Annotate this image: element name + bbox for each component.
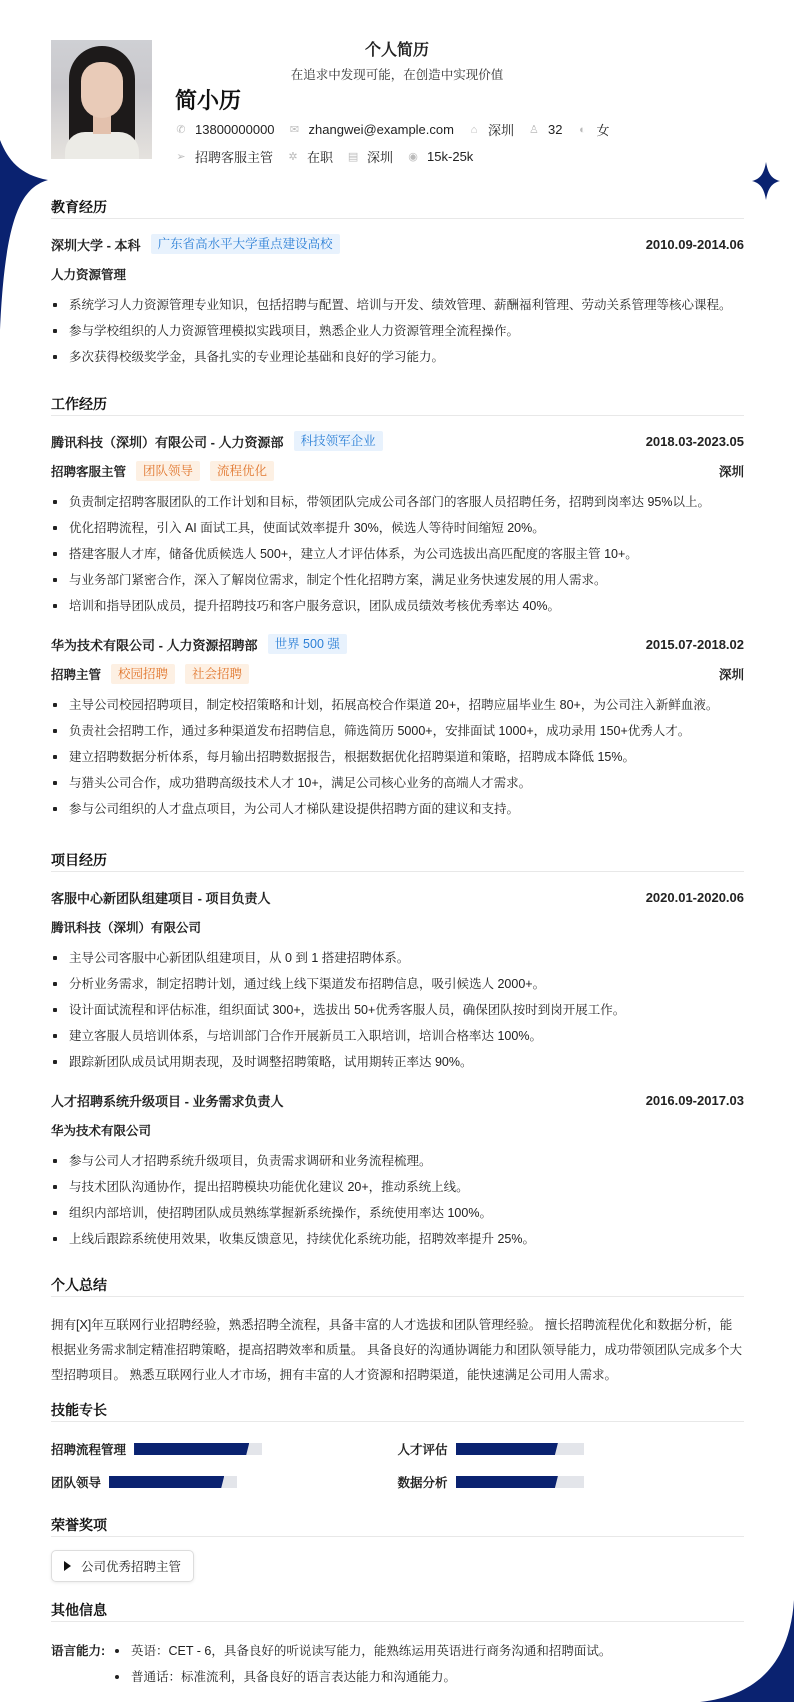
bullet-item: 多次获得校级奖学金，具备扎实的专业理论基础和良好的学习能力。 (51, 344, 744, 370)
section-title: 个人总结 (51, 1275, 744, 1297)
bullet-item: 负责社会招聘工作，通过多种渠道发布招聘信息，筛选简历 5000+，安排面试 1000+，成功录用 150+优秀人才。 (51, 718, 744, 744)
major: 人力资源管理 (51, 268, 127, 282)
section-title: 教育经历 (51, 197, 744, 219)
section-title: 项目经历 (51, 850, 744, 872)
section-title: 其他信息 (51, 1600, 744, 1622)
education-section (51, 197, 744, 370)
skill-level-fill (109, 1476, 224, 1488)
candidate-name: 简小历 (175, 88, 242, 113)
honors-section (51, 1515, 744, 1582)
bullet-item: 参与公司组织的人才盘点项目，为公司人才梯队建设提供招聘方面的建议和支持。 (51, 796, 744, 822)
work-entry (51, 428, 744, 619)
section-title: 荣誉奖项 (51, 1515, 744, 1537)
star-decoration-icon (752, 162, 780, 200)
bullet-item: 与业务部门紧密合作，深入了解岗位需求，制定个性化招聘方案，满足业务快速发展的用人需求。 (51, 567, 744, 593)
bullet-item: 参与学校组织的人力资源管理模拟实践项目，熟悉企业人力资源管理全流程操作。 (51, 318, 744, 344)
skills-section (51, 1400, 744, 1495)
bullet-item: 搭建客服人才库，储备优质候选人 500+，建立人才评估体系，为公司选拔出高匹配度的客服主管 10+。 (51, 541, 744, 567)
skill-level-bar (109, 1476, 237, 1488)
job-intent-row (175, 147, 487, 166)
summary-text: 拥有[X]年互联网行业招聘经验，熟悉招聘全流程，具备丰富的人才选拔和团队管理经验。 擅长招聘流程优化和数据分析，能根据业务需求制定精准招聘策略，提高招聘效率和质量。 具备良好的沟通协调能力和团队领导能力，成功带领团队完成多个大型招聘项目。 熟悉互联网行业人才市场，拥有丰富的人才资源和招聘渠道，能快速满足公司用人需求。 (51, 1318, 742, 1382)
skill-name: 团队领导 (51, 1476, 102, 1490)
bullet-item: 建立招聘数据分析体系，每月输出招聘数据报告，根据数据优化招聘渠道和策略，招聘成本降低 15%。 (51, 744, 744, 770)
skill-item (51, 1436, 398, 1462)
email: zhangwei@example.com (308, 122, 454, 137)
bullet-item: 组织内部培训，使招聘团队成员熟练掌握新系统操作，系统使用率达 100%。 (51, 1200, 744, 1226)
bullet-item: 与技术团队沟通协作，提出招聘模块功能优化建议 20+，推动系统上线。 (51, 1174, 744, 1200)
project-name: 客服中心新团队组建项目 - 项目负责人 (51, 890, 271, 906)
age: 32 (547, 122, 563, 137)
location: 深圳 (718, 465, 744, 479)
phone: 13800000000 (195, 122, 275, 137)
date: 2020.01-2020.06 (645, 889, 744, 905)
skill-name: 招聘流程管理 (51, 1443, 127, 1457)
organization: 腾讯科技（深圳）有限公司 (51, 921, 202, 935)
summary-section (51, 1275, 744, 1388)
work-entry (51, 631, 744, 822)
bullet-item: 培训和指导团队成员，提升招聘技巧和客户服务意识，团队成员绩效考核优秀率达 40%。 (51, 593, 744, 619)
decorative-shape-left (0, 140, 48, 330)
send-icon: ➢ (176, 150, 186, 163)
date: 2015.07-2018.02 (645, 636, 744, 652)
project-entry (51, 1087, 744, 1252)
age-icon: ♙ (529, 123, 539, 136)
honor-item[interactable] (51, 1550, 194, 1582)
bullet-item: 优化招聘流程，引入 AI 面试工具，使面试效率提升 30%，候选人等待时间缩短 20%。 (51, 515, 744, 541)
bullet-item: 参与公司人才招聘系统升级项目，负责需求调研和业务流程梳理。 (51, 1148, 744, 1174)
bullet-item: 系统学习人力资源管理专业知识，包括招聘与配置、培训与开发、绩效管理、薪酬福利管理、劳动关系管理等核心课程。 (51, 292, 744, 318)
gender-icon: ◐ (579, 123, 586, 136)
projects-section (51, 850, 744, 1252)
resume-subtitle: 在追求中发现可能，在创造中实现价值 (290, 68, 504, 82)
resume-content (51, 197, 744, 1690)
bullet-item: 与猎头公司合作，成功猎聘高级技术人才 10+，满足公司核心业务的高端人才需求。 (51, 770, 744, 796)
role: 招聘客服主管 (51, 465, 127, 479)
skill-name: 人才评估 (397, 1443, 448, 1457)
skill-item (398, 1436, 745, 1462)
school-tag: 广东省高水平大学重点建设高校 (151, 234, 340, 254)
date: 2018.03-2023.05 (645, 433, 744, 449)
school: 深圳大学 - 本科 (51, 237, 141, 253)
skill-level-fill (456, 1443, 558, 1455)
bullet-item: 建立客服人员培训体系，与培训部门合作开展新员工入职培训，培训合格率达 100%。 (51, 1023, 744, 1049)
mail-icon: ✉ (289, 123, 300, 136)
role-tag: 团队领导 (136, 461, 200, 481)
building-icon: ▤ (347, 150, 359, 163)
project-entry (51, 884, 744, 1075)
role-tag: 流程优化 (210, 461, 274, 481)
section-title: 工作经历 (51, 394, 744, 416)
city: 深圳 (487, 123, 514, 138)
work-section (51, 394, 744, 822)
bullet-item: 主导公司校园招聘项目，制定校招策略和计划，拓展高校合作渠道 20+，招聘应届毕业生 80+，为公司注入新鲜血液。 (51, 692, 744, 718)
resume-title: 个人简历 (364, 42, 429, 59)
salary: 15k-25k (427, 149, 474, 164)
bullet-item: 主导公司客服中心新团队组建项目，从 0 到 1 搭建招聘体系。 (51, 945, 744, 971)
contact-row (175, 120, 623, 139)
salary-icon: ◉ (408, 150, 418, 163)
skill-level-fill (456, 1476, 558, 1488)
section-title: 技能专长 (51, 1400, 744, 1422)
language-label: 语言能力: (51, 1644, 106, 1658)
company: 华为技术有限公司 - 人力资源招聘部 (51, 637, 258, 653)
home-icon: ⌂ (470, 123, 478, 136)
skill-name: 数据分析 (397, 1476, 448, 1490)
caret-right-icon (64, 1561, 71, 1571)
bullet-item: 负责制定招聘客服团队的工作计划和目标，带领团队完成公司各部门的客服人员招聘任务，招聘到岗率达 95%以上。 (51, 489, 744, 515)
location: 深圳 (718, 668, 744, 682)
skill-level-fill (134, 1443, 249, 1455)
company-tag: 世界 500 强 (268, 634, 347, 654)
skill-level-bar (456, 1443, 584, 1455)
company: 腾讯科技（深圳）有限公司 - 人力资源部 (51, 434, 284, 450)
role: 招聘主管 (51, 668, 102, 682)
language-item: 英语：CET - 6，具备良好的听说读写能力，能熟练运用英语进行商务沟通和招聘面试。 (109, 1638, 611, 1664)
role-tag: 校园招聘 (111, 664, 175, 684)
target-position: 招聘客服主管 (195, 150, 274, 165)
skill-level-bar (456, 1476, 584, 1488)
date: 2016.09-2017.03 (645, 1092, 744, 1108)
status-icon: ✲ (288, 150, 298, 163)
bullet-item: 分析业务需求，制定招聘计划，通过线上线下渠道发布招聘信息，吸引候选人 2000+。 (51, 971, 744, 997)
skill-item (51, 1469, 398, 1495)
gender: 女 (596, 123, 610, 138)
project-name: 人才招聘系统升级项目 - 业务需求负责人 (51, 1093, 284, 1109)
language-item: 普通话：标准流利，具备良好的语言表达能力和沟通能力。 (109, 1664, 611, 1690)
organization: 华为技术有限公司 (51, 1124, 152, 1138)
job-status: 在职 (307, 150, 334, 165)
bullet-item: 设计面试流程和评估标准，组织面试 300+，选拔出 50+优秀客服人员，确保团队按时到岗开展工作。 (51, 997, 744, 1023)
skill-item (398, 1469, 745, 1495)
other-section (51, 1600, 744, 1690)
skill-level-bar (134, 1443, 262, 1455)
role-tag: 社会招聘 (185, 664, 249, 684)
bullet-item: 跟踪新团队成员试用期表现，及时调整招聘策略，试用期转正率达 90%。 (51, 1049, 744, 1075)
honor-label: 公司优秀招聘主管 (81, 1560, 182, 1574)
target-city: 深圳 (367, 150, 394, 165)
date: 2010.09-2014.06 (645, 236, 744, 252)
company-tag: 科技领军企业 (294, 431, 383, 451)
phone-icon: ✆ (176, 123, 186, 136)
bullet-item: 上线后跟踪系统使用效果，收集反馈意见，持续优化系统功能，招聘效率提升 25%。 (51, 1226, 744, 1252)
